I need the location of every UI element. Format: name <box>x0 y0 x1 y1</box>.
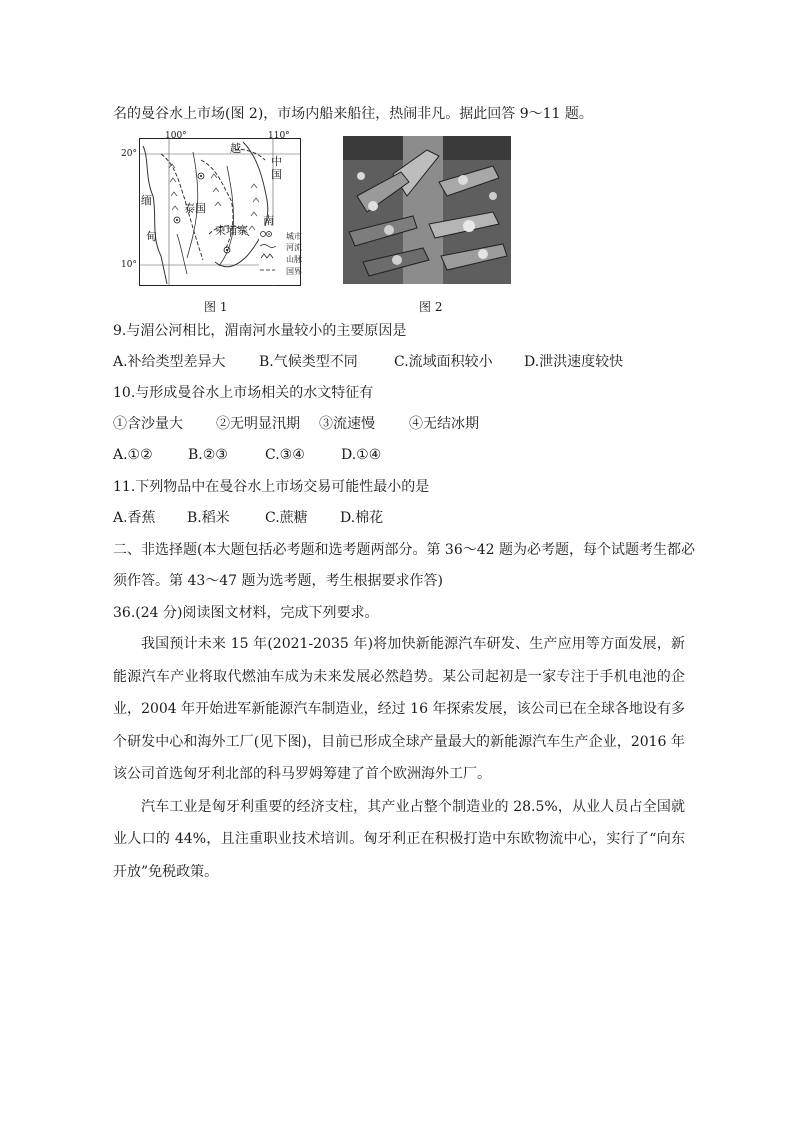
legend-river: 河流 <box>286 243 302 252</box>
intro-line: 名的曼谷水上市场(图 2)，市场内船来船往，热闹非凡。据此回答 9～11 题。 <box>113 106 593 122</box>
q11-option-a: A.香蕉 <box>113 510 156 526</box>
q10-option-c: C.③④ <box>265 447 305 463</box>
map-label-zhong: 中 <box>271 155 282 168</box>
q9-option-a: A.补给类型差异大 <box>113 354 226 370</box>
lat-label-20: 20° <box>121 149 137 159</box>
lat-label-10: 10° <box>121 260 137 270</box>
q9-option-b: B.气候类型不同 <box>259 354 358 370</box>
section2-line2: 须作答。第 43～47 题为选考题，考生根据要求作答) <box>113 573 443 589</box>
q10-options <box>113 445 381 465</box>
q36-material <box>113 628 685 888</box>
map-label-guo: 国 <box>271 168 282 181</box>
map-label-cambodia: 柬埔寨 <box>215 224 248 237</box>
figure1-caption: 图 1 <box>204 300 228 314</box>
legend-city: 城市 <box>286 232 302 241</box>
legend-mountain: 山脉 <box>286 255 302 264</box>
map-label-mian: 缅 <box>141 194 152 207</box>
map-label-dian: 甸 <box>146 230 157 243</box>
q10-stem: 10.与形成曼谷水上市场相关的水文特征有 <box>113 385 374 401</box>
lon-label-100: 100° <box>165 131 187 141</box>
q11-option-d: D.棉花 <box>340 510 384 526</box>
q36-stem: 36.(24 分)阅读图文材料，完成下列要求。 <box>113 605 379 621</box>
map-label-thailand: 泰国 <box>184 202 206 215</box>
q36-paragraph-2: 汽车工业是匈牙利重要的经济支柱，其产业占整个制造业的 28.5%，从业人员占全国就业人口的 44%，且注重职业技术培训。匈牙利正在积极打造中东欧物流中心，实行了“向东开放”免税政策。 <box>113 798 685 880</box>
q11-option-b: B.稻米 <box>187 510 230 526</box>
q10-option-b: B.②③ <box>188 447 228 463</box>
q10-items <box>113 414 479 434</box>
q10-item-1: ①含沙量大 <box>113 416 183 432</box>
q9-option-d: D.泄洪速度较快 <box>524 354 624 370</box>
q10-item-3: ③流速慢 <box>319 416 375 432</box>
q36-paragraph-1: 我国预计未来 15 年(2021-2035 年)将加快新能源汽车研发、生产应用等方面发展，新能源汽车产业将取代燃油车成为未来发展必然趋势。某公司起初是一家专注于手机电池的企业，2004 年开始进军新能源汽车制造业，经过 16 年探索发展，该公司已在全球各地设有多个研发中心和海外工厂(见下图)，目前已形成全球产量最大的新能源汽车生产企业，2016 年该公司首选匈牙利北部的科马罗姆筹建了首个欧洲海外工厂。 <box>113 636 685 782</box>
legend-border: 国界 <box>286 267 302 276</box>
section2-line1: 二、非选择题(本大题包括必考题和选考题两部分。第 36～42 题为必考题，每个试题考生都必 <box>113 542 695 558</box>
figure2-floating-market-photo <box>343 136 511 284</box>
q10-item-2: ②无明显汛期 <box>216 416 300 432</box>
q10-option-d: D.①④ <box>341 447 382 463</box>
q9-stem: 9.与湄公河相比，湄南河水量较小的主要原因是 <box>113 323 407 339</box>
q10-option-a: A.①② <box>113 447 153 463</box>
map-label-nan: 南 <box>263 214 274 227</box>
map-label-yue: 越 <box>230 142 241 155</box>
q10-item-4: ④无结冰期 <box>409 416 479 432</box>
q11-stem: 11.下列物品中在曼谷水上市场交易可能性最小的是 <box>113 479 430 495</box>
figure2-caption: 图 2 <box>419 300 443 314</box>
lon-label-110: 110° <box>268 131 290 141</box>
q11-option-c: C.蔗糖 <box>265 510 308 526</box>
q11-options <box>113 508 383 528</box>
q9-option-c: C.流域面积较小 <box>394 354 493 370</box>
q9-options <box>113 352 623 372</box>
